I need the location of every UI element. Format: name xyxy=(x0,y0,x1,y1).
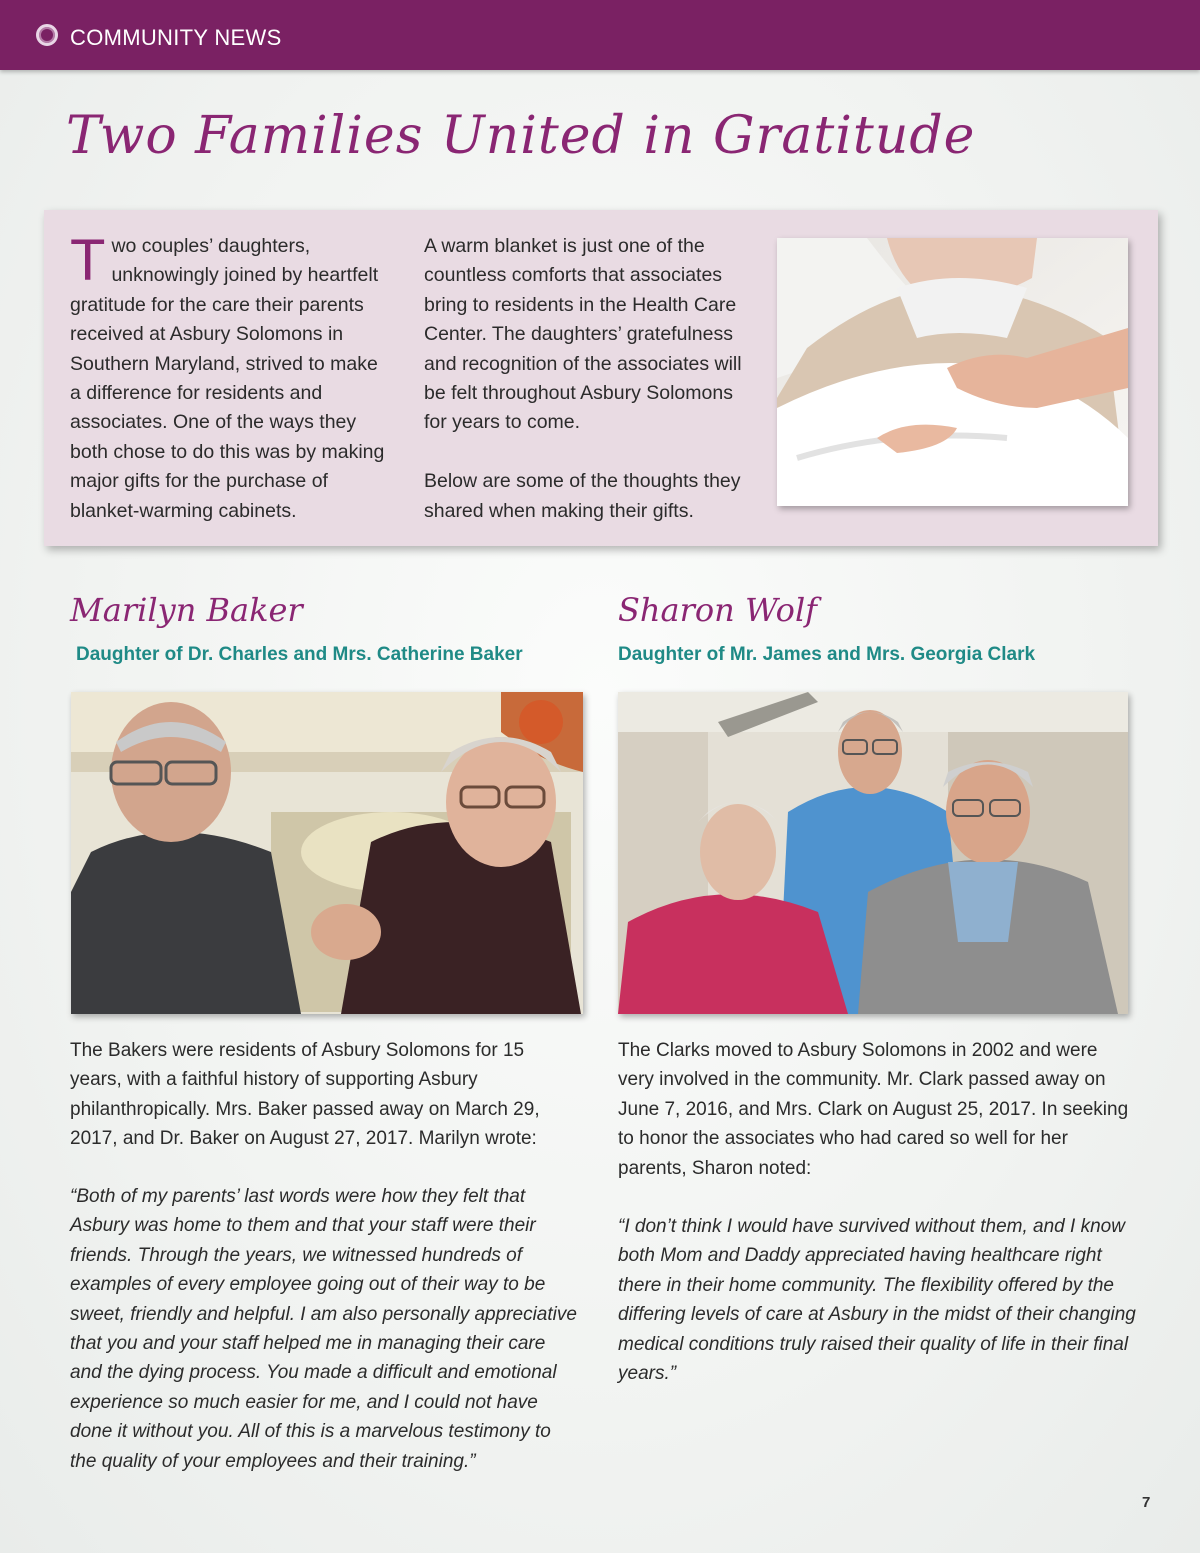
left-story-body: The Bakers were residents of Asbury Solomons for 15 years, with a faithful history of supporting Asbury philanthropically. Mrs. Baker passed away on March 29, 2017, and Dr. Baker on August 27, 2017. Marilyn wrote: xyxy=(70,1040,540,1150)
baker-photo xyxy=(71,692,583,1014)
intro-column-2 xyxy=(424,232,754,526)
intro-text-1: wo couples’ daughters, unknowingly joined by heartfelt gratitude for the care their parents received at Asbury Solomons in Southern Maryland, strived to make a difference for residents and associates. One of the ways they both chose to do this was by making major gifts for the purchase of blanket-warming cabinets. xyxy=(70,235,385,522)
header-bar xyxy=(0,0,1200,70)
page-title: Two Families United in Gratitude xyxy=(66,106,976,166)
blanket-photo xyxy=(777,238,1128,506)
intro-text-2: A warm blanket is just one of the countless comforts that associates bring to residents in the Health Care Center. The daughters’ gratefulness and recognition of the associates will be felt throughout Asbury Solomons for years to come. xyxy=(424,235,742,434)
left-story-quote: “Both of my parents’ last words were how they felt that Asbury was home to them and that your staff were their friends. Through the years, we witnessed hundreds of examples of every employee going out of their way to be sweet, friendly and helpful. I am also personally appreciative that you and your staff helped me in managing their care and the dying process. You made a difficult and emotional experience so much easier for me, and I could not have done it without you. All of this is a marvelous testimony to the quality of your employees and their training.” xyxy=(70,1186,577,1472)
intro-text-3: Below are some of the thoughts they shared when making their gifts. xyxy=(424,470,741,522)
page-number: 7 xyxy=(1142,1494,1151,1511)
right-story-body: The Clarks moved to Asbury Solomons in 2002 and were very involved in the community. Mr. Clark passed away on June 7, 2016, and Mrs. Clark on August 25, 2017. In seeking to honor the associates who had cared so well for her parents, Sharon noted: xyxy=(618,1040,1129,1179)
right-story-subhead: Daughter of Mr. James and Mrs. Georgia Clark xyxy=(618,644,1036,665)
clark-photo xyxy=(618,692,1128,1014)
intro-column-1 xyxy=(70,228,390,526)
left-story-subhead: Daughter of Dr. Charles and Mrs. Catherine Baker xyxy=(76,644,523,665)
right-story-name: Sharon Wolf xyxy=(618,591,818,629)
right-story-quote: “I don’t think I would have survived without them, and I know both Mom and Daddy appreciated having healthcare right there in their home community. The flexibility offered by the differing levels of care at Asbury in the midst of their changing medical conditions truly raised their quality of life in their final years.” xyxy=(618,1216,1136,1385)
drop-cap: T xyxy=(70,228,106,293)
left-story-name: Marilyn Baker xyxy=(70,591,303,629)
circle-logo-icon xyxy=(36,24,58,46)
section-label: COMMUNITY NEWS xyxy=(70,25,282,50)
